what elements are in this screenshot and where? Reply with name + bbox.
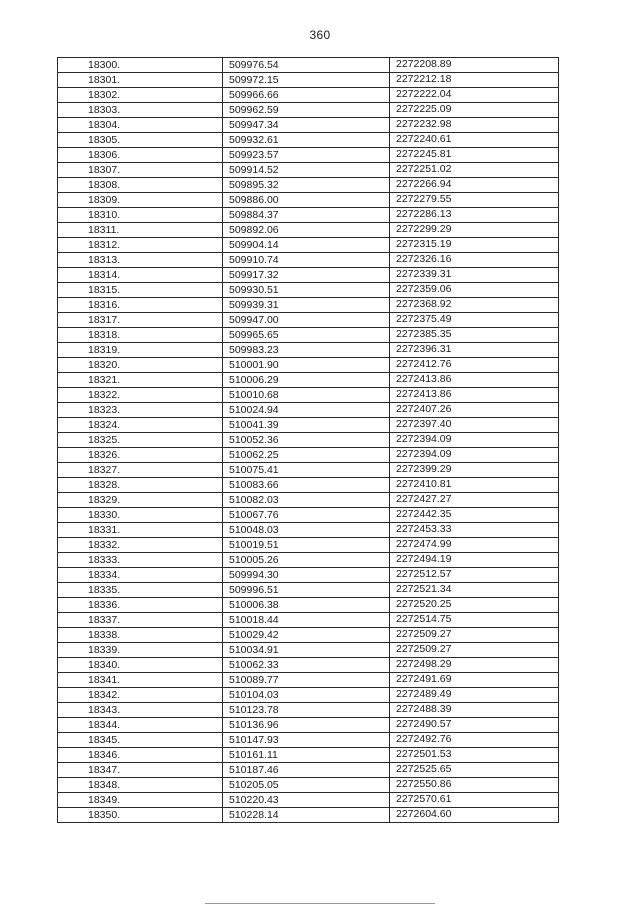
table-row xyxy=(58,238,559,253)
y-coordinate-cell: 2272394.09 xyxy=(390,448,559,463)
point-number-cell: 18319. xyxy=(58,343,223,358)
point-number-cell: 18323. xyxy=(58,403,223,418)
point-number-cell: 18331. xyxy=(58,523,223,538)
y-coordinate-cell: 2272494.19 xyxy=(390,553,559,568)
point-number-cell: 18305. xyxy=(58,133,223,148)
table-row xyxy=(58,748,559,763)
y-coordinate-cell: 2272604.60 xyxy=(390,808,559,823)
y-coordinate-cell: 2272315.19 xyxy=(390,238,559,253)
table-row xyxy=(58,163,559,178)
x-coordinate-cell: 510136.96 xyxy=(223,718,390,733)
x-coordinate-cell: 510104.03 xyxy=(223,688,390,703)
table-row xyxy=(58,658,559,673)
table-row xyxy=(58,733,559,748)
y-coordinate-cell: 2272474.99 xyxy=(390,538,559,553)
table-row xyxy=(58,193,559,208)
y-coordinate-cell: 2272399.29 xyxy=(390,463,559,478)
table-row xyxy=(58,313,559,328)
y-coordinate-cell: 2272251.02 xyxy=(390,163,559,178)
y-coordinate-cell: 2272394.09 xyxy=(390,433,559,448)
y-coordinate-cell: 2272266.94 xyxy=(390,178,559,193)
y-coordinate-cell: 2272299.29 xyxy=(390,223,559,238)
table-row xyxy=(58,703,559,718)
point-number-cell: 18315. xyxy=(58,283,223,298)
x-coordinate-cell: 509886.00 xyxy=(223,193,390,208)
x-coordinate-cell: 509892.06 xyxy=(223,223,390,238)
x-coordinate-cell: 509895.32 xyxy=(223,178,390,193)
y-coordinate-cell: 2272512.57 xyxy=(390,568,559,583)
point-number-cell: 18334. xyxy=(58,568,223,583)
point-number-cell: 18330. xyxy=(58,508,223,523)
y-coordinate-cell: 2272520.25 xyxy=(390,598,559,613)
x-coordinate-cell: 510161.11 xyxy=(223,748,390,763)
x-coordinate-cell: 509932.61 xyxy=(223,133,390,148)
point-number-cell: 18339. xyxy=(58,643,223,658)
y-coordinate-cell: 2272396.31 xyxy=(390,343,559,358)
page-number: 360 xyxy=(309,28,331,42)
point-number-cell: 18316. xyxy=(58,298,223,313)
y-coordinate-cell: 2272359.06 xyxy=(390,283,559,298)
x-coordinate-cell: 510083.66 xyxy=(223,478,390,493)
point-number-cell: 18344. xyxy=(58,718,223,733)
y-coordinate-cell: 2272514.75 xyxy=(390,613,559,628)
x-coordinate-cell: 509914.52 xyxy=(223,163,390,178)
x-coordinate-cell: 510006.29 xyxy=(223,373,390,388)
point-number-cell: 18317. xyxy=(58,313,223,328)
table-row xyxy=(58,418,559,433)
table-row xyxy=(58,538,559,553)
y-coordinate-cell: 2272385.35 xyxy=(390,328,559,343)
point-number-cell: 18325. xyxy=(58,433,223,448)
point-number-cell: 18340. xyxy=(58,658,223,673)
table-row xyxy=(58,103,559,118)
table-row xyxy=(58,298,559,313)
table-row xyxy=(58,478,559,493)
point-number-cell: 18327. xyxy=(58,463,223,478)
x-coordinate-cell: 509904.14 xyxy=(223,238,390,253)
point-number-cell: 18314. xyxy=(58,268,223,283)
y-coordinate-cell: 2272326.16 xyxy=(390,253,559,268)
table-row xyxy=(58,373,559,388)
table-row xyxy=(58,643,559,658)
table-row xyxy=(58,688,559,703)
x-coordinate-cell: 510024.94 xyxy=(223,403,390,418)
y-coordinate-cell: 2272521.34 xyxy=(390,583,559,598)
y-coordinate-cell: 2272225.09 xyxy=(390,103,559,118)
table-row xyxy=(58,433,559,448)
point-number-cell: 18332. xyxy=(58,538,223,553)
point-number-cell: 18341. xyxy=(58,673,223,688)
table-row xyxy=(58,448,559,463)
table-row xyxy=(58,523,559,538)
y-coordinate-cell: 2272413.86 xyxy=(390,388,559,403)
y-coordinate-cell: 2272245.81 xyxy=(390,148,559,163)
x-coordinate-cell: 509947.00 xyxy=(223,313,390,328)
x-coordinate-cell: 509910.74 xyxy=(223,253,390,268)
point-number-cell: 18345. xyxy=(58,733,223,748)
table-row xyxy=(58,463,559,478)
y-coordinate-cell: 2272489.49 xyxy=(390,688,559,703)
y-coordinate-cell: 2272368.92 xyxy=(390,298,559,313)
table-row xyxy=(58,568,559,583)
point-number-cell: 18301. xyxy=(58,73,223,88)
x-coordinate-cell: 510018.44 xyxy=(223,613,390,628)
table-row xyxy=(58,583,559,598)
table-row xyxy=(58,628,559,643)
point-number-cell: 18326. xyxy=(58,448,223,463)
point-number-cell: 18322. xyxy=(58,388,223,403)
point-number-cell: 18312. xyxy=(58,238,223,253)
x-coordinate-cell: 510205.05 xyxy=(223,778,390,793)
x-coordinate-cell: 510147.93 xyxy=(223,733,390,748)
y-coordinate-cell: 2272488.39 xyxy=(390,703,559,718)
point-number-cell: 18338. xyxy=(58,628,223,643)
table-row xyxy=(58,343,559,358)
x-coordinate-cell: 509947.34 xyxy=(223,118,390,133)
x-coordinate-cell: 510041.39 xyxy=(223,418,390,433)
y-coordinate-cell: 2272286.13 xyxy=(390,208,559,223)
table-row xyxy=(58,388,559,403)
point-number-cell: 18306. xyxy=(58,148,223,163)
point-number-cell: 18318. xyxy=(58,328,223,343)
y-coordinate-cell: 2272240.61 xyxy=(390,133,559,148)
point-number-cell: 18311. xyxy=(58,223,223,238)
coordinate-table xyxy=(57,57,559,823)
point-number-cell: 18310. xyxy=(58,208,223,223)
x-coordinate-cell: 510228.14 xyxy=(223,808,390,823)
x-coordinate-cell: 509994.30 xyxy=(223,568,390,583)
point-number-cell: 18328. xyxy=(58,478,223,493)
table-row xyxy=(58,58,559,73)
table-row xyxy=(58,718,559,733)
table-row xyxy=(58,148,559,163)
x-coordinate-cell: 510123.78 xyxy=(223,703,390,718)
y-coordinate-cell: 2272208.89 xyxy=(390,58,559,73)
y-coordinate-cell: 2272570.61 xyxy=(390,793,559,808)
y-coordinate-cell: 2272498.29 xyxy=(390,658,559,673)
y-coordinate-cell: 2272550.86 xyxy=(390,778,559,793)
y-coordinate-cell: 2272222.04 xyxy=(390,88,559,103)
table-row xyxy=(58,88,559,103)
x-coordinate-cell: 510067.76 xyxy=(223,508,390,523)
x-coordinate-cell: 509962.59 xyxy=(223,103,390,118)
x-coordinate-cell: 510029.42 xyxy=(223,628,390,643)
point-number-cell: 18302. xyxy=(58,88,223,103)
y-coordinate-cell: 2272407.26 xyxy=(390,403,559,418)
x-coordinate-cell: 509965.65 xyxy=(223,328,390,343)
x-coordinate-cell: 509930.51 xyxy=(223,283,390,298)
x-coordinate-cell: 510187.46 xyxy=(223,763,390,778)
y-coordinate-cell: 2272410.81 xyxy=(390,478,559,493)
y-coordinate-cell: 2272413.86 xyxy=(390,373,559,388)
point-number-cell: 18349. xyxy=(58,793,223,808)
y-coordinate-cell: 2272375.49 xyxy=(390,313,559,328)
coordinate-table-body xyxy=(58,58,559,823)
x-coordinate-cell: 510048.03 xyxy=(223,523,390,538)
y-coordinate-cell: 2272525.65 xyxy=(390,763,559,778)
table-row xyxy=(58,328,559,343)
table-row xyxy=(58,178,559,193)
x-coordinate-cell: 510006.38 xyxy=(223,598,390,613)
table-row xyxy=(58,763,559,778)
x-coordinate-cell: 510082.03 xyxy=(223,493,390,508)
table-row xyxy=(58,253,559,268)
table-row xyxy=(58,613,559,628)
point-number-cell: 18313. xyxy=(58,253,223,268)
point-number-cell: 18336. xyxy=(58,598,223,613)
y-coordinate-cell: 2272509.27 xyxy=(390,643,559,658)
x-coordinate-cell: 510062.25 xyxy=(223,448,390,463)
x-coordinate-cell: 509884.37 xyxy=(223,208,390,223)
point-number-cell: 18343. xyxy=(58,703,223,718)
table-row xyxy=(58,358,559,373)
point-number-cell: 18350. xyxy=(58,808,223,823)
x-coordinate-cell: 510052.36 xyxy=(223,433,390,448)
table-row xyxy=(58,283,559,298)
point-number-cell: 18347. xyxy=(58,763,223,778)
x-coordinate-cell: 510062.33 xyxy=(223,658,390,673)
y-coordinate-cell: 2272339.31 xyxy=(390,268,559,283)
point-number-cell: 18337. xyxy=(58,613,223,628)
x-coordinate-cell: 510075.41 xyxy=(223,463,390,478)
table-row xyxy=(58,598,559,613)
x-coordinate-cell: 509983.23 xyxy=(223,343,390,358)
table-row xyxy=(58,223,559,238)
x-coordinate-cell: 509917.32 xyxy=(223,268,390,283)
x-coordinate-cell: 510010.68 xyxy=(223,388,390,403)
y-coordinate-cell: 2272212.18 xyxy=(390,73,559,88)
point-number-cell: 18333. xyxy=(58,553,223,568)
x-coordinate-cell: 509996.51 xyxy=(223,583,390,598)
table-row xyxy=(58,403,559,418)
table-row xyxy=(58,208,559,223)
x-coordinate-cell: 509972.15 xyxy=(223,73,390,88)
x-coordinate-cell: 510034.91 xyxy=(223,643,390,658)
point-number-cell: 18308. xyxy=(58,178,223,193)
x-coordinate-cell: 509939.31 xyxy=(223,298,390,313)
table-row xyxy=(58,793,559,808)
y-coordinate-cell: 2272491.69 xyxy=(390,673,559,688)
point-number-cell: 18303. xyxy=(58,103,223,118)
point-number-cell: 18304. xyxy=(58,118,223,133)
y-coordinate-cell: 2272279.55 xyxy=(390,193,559,208)
y-coordinate-cell: 2272509.27 xyxy=(390,628,559,643)
x-coordinate-cell: 509976.54 xyxy=(223,58,390,73)
y-coordinate-cell: 2272453.33 xyxy=(390,523,559,538)
x-coordinate-cell: 510220.43 xyxy=(223,793,390,808)
point-number-cell: 18320. xyxy=(58,358,223,373)
point-number-cell: 18335. xyxy=(58,583,223,598)
y-coordinate-cell: 2272490.57 xyxy=(390,718,559,733)
point-number-cell: 18307. xyxy=(58,163,223,178)
point-number-cell: 18346. xyxy=(58,748,223,763)
table-row xyxy=(58,778,559,793)
table-row xyxy=(58,133,559,148)
x-coordinate-cell: 510019.51 xyxy=(223,538,390,553)
point-number-cell: 18300. xyxy=(58,58,223,73)
point-number-cell: 18321. xyxy=(58,373,223,388)
point-number-cell: 18309. xyxy=(58,193,223,208)
table-row xyxy=(58,268,559,283)
x-coordinate-cell: 510001.90 xyxy=(223,358,390,373)
y-coordinate-cell: 2272427.27 xyxy=(390,493,559,508)
y-coordinate-cell: 2272232.98 xyxy=(390,118,559,133)
point-number-cell: 18329. xyxy=(58,493,223,508)
point-number-cell: 18348. xyxy=(58,778,223,793)
y-coordinate-cell: 2272397.40 xyxy=(390,418,559,433)
bottom-rule xyxy=(205,903,435,904)
x-coordinate-cell: 510005.26 xyxy=(223,553,390,568)
point-number-cell: 18342. xyxy=(58,688,223,703)
y-coordinate-cell: 2272442.35 xyxy=(390,508,559,523)
table-row xyxy=(58,493,559,508)
y-coordinate-cell: 2272501.53 xyxy=(390,748,559,763)
table-row xyxy=(58,73,559,88)
x-coordinate-cell: 509966.66 xyxy=(223,88,390,103)
table-row xyxy=(58,673,559,688)
x-coordinate-cell: 509923.57 xyxy=(223,148,390,163)
table-row xyxy=(58,808,559,823)
table-row xyxy=(58,118,559,133)
table-row xyxy=(58,508,559,523)
table-row xyxy=(58,553,559,568)
x-coordinate-cell: 510089.77 xyxy=(223,673,390,688)
y-coordinate-cell: 2272412.76 xyxy=(390,358,559,373)
point-number-cell: 18324. xyxy=(58,418,223,433)
y-coordinate-cell: 2272492.76 xyxy=(390,733,559,748)
